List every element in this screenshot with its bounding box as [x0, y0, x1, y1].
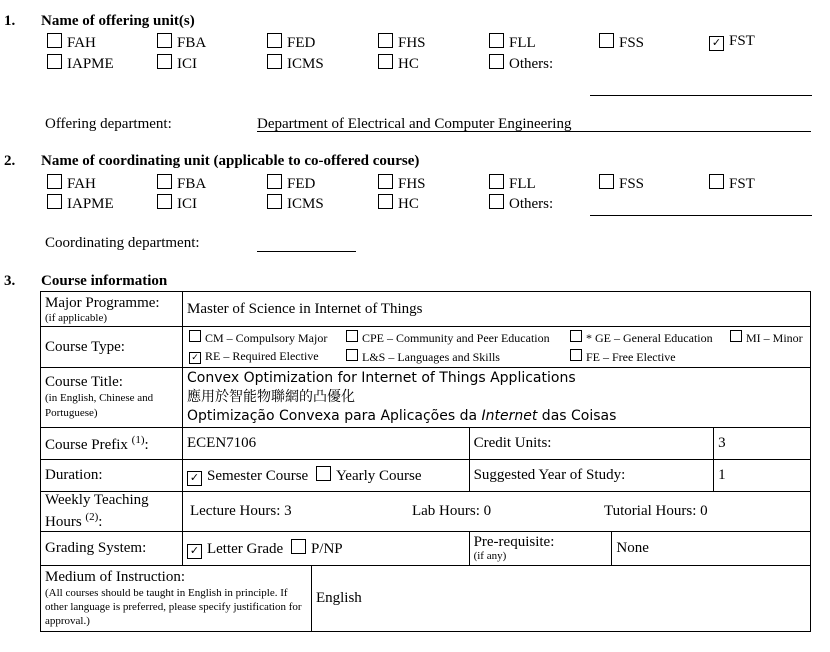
lab-hours: Lab Hours: 0	[411, 503, 492, 519]
course-title-values	[182, 368, 810, 428]
course-type-checkbox[interactable]: ✓	[189, 352, 201, 364]
year-value: 1	[714, 460, 811, 492]
offering-unit-label: HC	[398, 56, 419, 72]
coordinating-unit-fss[interactable]	[599, 174, 644, 193]
offering-unit-fst[interactable]	[709, 33, 755, 51]
prereq-label-cell	[469, 532, 612, 566]
offering-unit-fba[interactable]	[157, 33, 206, 52]
row-medium	[41, 566, 811, 632]
offering-unit-label: FLL	[509, 35, 536, 51]
course-type-label: MI – Minor	[745, 331, 803, 345]
coordinating-unit-checkbox[interactable]	[267, 194, 282, 209]
offering-unit-checkbox[interactable]: ✓	[709, 36, 724, 51]
coordinating-unit-label: FSS	[619, 176, 645, 192]
course-type-checkbox[interactable]	[570, 349, 582, 361]
offering-unit-fhs[interactable]	[378, 33, 426, 52]
medium-note: (All courses should be taught in English in principle. If other language is preferred, please specify justification for approval.)	[45, 587, 302, 627]
offering-unit-label: FSS	[619, 35, 645, 51]
weekly-hours	[182, 492, 810, 532]
tutorial-hours: Tutorial Hours: 0	[603, 503, 708, 519]
offering-unit-checkbox[interactable]	[47, 33, 62, 48]
coordinating-unit-label: ICMS	[287, 196, 324, 212]
grading-label: Grading System:	[41, 532, 183, 566]
major-label: Major Programme:	[45, 294, 160, 311]
coordinating-unit-checkbox[interactable]	[157, 174, 172, 189]
coordinating-unit-hc[interactable]	[378, 194, 419, 213]
offering-unit-checkbox[interactable]	[378, 54, 393, 69]
offering-unit-checkbox[interactable]	[157, 54, 172, 69]
course-type-label: * GE – General Education	[585, 331, 713, 345]
prereq-value: None	[612, 532, 811, 566]
coordinating-unit-checkbox[interactable]	[489, 174, 504, 189]
course-type-checkbox[interactable]	[346, 330, 358, 342]
letter-grade-label: Letter Grade	[206, 540, 284, 557]
pnp-label: P/NP	[310, 540, 343, 557]
row-major	[41, 292, 811, 327]
prefix-label: Course Prefix $^{(1)}$:	[41, 428, 183, 460]
offering-unit-label: ICMS	[287, 56, 324, 72]
grading-options	[182, 532, 469, 566]
course-type-checkbox[interactable]	[570, 330, 582, 342]
section-3-number: 3.	[4, 273, 16, 289]
prereq-note: (if any)	[473, 549, 507, 562]
course-type-label: CM – Compulsory Major	[204, 331, 328, 345]
coordinating-unit-fba[interactable]	[157, 174, 206, 193]
course-title-pt: Optimização Convexa para Aplicações da Internet das Coisas	[186, 408, 617, 424]
major-label-cell	[41, 292, 183, 327]
section-1-number: 1.	[4, 13, 16, 29]
coordinating-unit-checkbox[interactable]	[599, 174, 614, 189]
offering-department-line	[257, 131, 811, 132]
coordinating-unit-label: FLL	[509, 176, 536, 192]
coordinating-department-label: Coordinating department:	[45, 235, 200, 251]
offering-unit-fah[interactable]	[47, 33, 96, 52]
coordinating-unit-fah[interactable]	[47, 174, 96, 193]
course-type-option[interactable]	[346, 330, 550, 346]
course-type-checkbox[interactable]	[346, 349, 358, 361]
section-3-title: Course information	[41, 273, 168, 289]
course-type-options	[182, 327, 810, 368]
credit-value: 3	[714, 428, 811, 460]
offering-unit-label: Others:	[509, 56, 554, 72]
coordinating-unit-checkbox[interactable]	[489, 194, 504, 209]
yearly-checkbox[interactable]	[316, 466, 331, 481]
course-type-option[interactable]	[730, 330, 803, 346]
year-label: Suggested Year of Study:	[469, 460, 714, 492]
coordinating-unit-fhs[interactable]	[378, 174, 426, 193]
medium-label-cell	[41, 566, 312, 632]
coordinating-unit-label: FED	[287, 176, 316, 192]
offering-unit-checkbox[interactable]	[267, 54, 282, 69]
major-value: Master of Science in Internet of Things	[182, 292, 810, 327]
offering-unit-icms[interactable]	[267, 54, 324, 73]
offering-unit-label: FHS	[398, 35, 426, 51]
offering-unit-label: FST	[729, 33, 755, 49]
offering-unit-hc[interactable]	[378, 54, 419, 73]
offering-department-label: Offering department:	[45, 116, 172, 132]
coordinating-unit-label: ICI	[177, 196, 197, 212]
course-title-zh: 應用於智能物聯網的凸優化	[186, 389, 355, 405]
coordinating-unit-fll[interactable]	[489, 174, 536, 193]
pnp-checkbox[interactable]	[291, 539, 306, 554]
course-title-label: Course Title:	[45, 374, 123, 390]
weekly-label: Weekly Teaching Hours $^{(2)}$:	[41, 492, 183, 532]
coordinating-unit-icms[interactable]	[267, 194, 324, 213]
offering-unit-checkbox[interactable]	[157, 33, 172, 48]
medium-value: English	[311, 566, 810, 632]
course-info-table	[40, 291, 811, 632]
section-2-number: 2.	[4, 153, 16, 169]
row-prefix	[41, 428, 811, 460]
coordinating-unit-ici[interactable]	[157, 194, 197, 213]
coordinating-unit-label: FST	[729, 176, 755, 192]
course-type-checkbox[interactable]	[189, 330, 201, 342]
offering-unit-fed[interactable]	[267, 33, 315, 52]
course-type-option[interactable]	[189, 330, 327, 346]
course-type-option[interactable]	[570, 349, 676, 365]
semester-checkbox[interactable]: ✓	[187, 471, 202, 486]
coordinating-unit-fed[interactable]	[267, 174, 315, 193]
duration-options	[182, 460, 469, 492]
lecture-hours: Lecture Hours: 3	[189, 503, 292, 519]
offering-unit-label: IAPME	[67, 56, 114, 72]
course-title-note: (in English, Chinese and Portuguese)	[45, 392, 154, 419]
coordinating-unit-label: Others:	[509, 196, 554, 212]
course-type-option[interactable]	[570, 330, 713, 346]
offering-unit-checkbox[interactable]	[489, 54, 504, 69]
others-line-1	[590, 95, 812, 96]
section-2-title: Name of coordinating unit (applicable to co-offered course)	[41, 153, 420, 169]
row-course-title	[41, 368, 811, 428]
course-type-checkbox[interactable]	[730, 330, 742, 342]
coordinating-unit-label: FAH	[67, 176, 96, 192]
coordinating-unit-checkbox[interactable]	[157, 194, 172, 209]
coordinating-unit-others[interactable]	[489, 194, 553, 213]
course-type-label: Course Type:	[41, 327, 183, 368]
coordinating-unit-checkbox[interactable]	[267, 174, 282, 189]
offering-unit-label: ICI	[177, 56, 197, 72]
course-type-label: RE – Required Elective	[204, 349, 319, 363]
coordinating-unit-checkbox[interactable]	[378, 174, 393, 189]
coordinating-unit-label: IAPME	[67, 196, 114, 212]
coordinating-department-line[interactable]	[257, 251, 356, 252]
coordinating-unit-fst[interactable]	[709, 174, 755, 193]
coordinating-unit-checkbox[interactable]	[709, 174, 724, 189]
letter-grade-checkbox[interactable]: ✓	[187, 544, 202, 559]
coordinating-unit-checkbox[interactable]	[378, 194, 393, 209]
row-weekly	[41, 492, 811, 532]
coordinating-unit-label: FBA	[177, 176, 207, 192]
course-type-option[interactable]	[189, 349, 319, 364]
prefix-value: ECEN7106	[182, 428, 469, 460]
course-title-label-cell	[41, 368, 183, 428]
semester-label: Semester Course	[206, 467, 309, 484]
offering-unit-checkbox[interactable]	[378, 33, 393, 48]
coordinating-unit-checkbox[interactable]	[47, 174, 62, 189]
offering-unit-checkbox[interactable]	[599, 33, 614, 48]
course-type-label: L&S – Languages and Skills	[361, 350, 500, 364]
offering-unit-ici[interactable]	[157, 54, 197, 73]
coordinating-unit-checkbox[interactable]	[47, 194, 62, 209]
row-course-type	[41, 327, 811, 368]
offering-unit-label: FBA	[177, 35, 207, 51]
prereq-label: Pre-requisite:	[473, 533, 555, 550]
coordinating-unit-label: FHS	[398, 176, 426, 192]
course-type-label: FE – Free Elective	[585, 350, 676, 364]
row-grading	[41, 532, 811, 566]
offering-unit-iapme[interactable]	[47, 54, 114, 73]
others-line-2	[590, 215, 812, 216]
offering-unit-label: FED	[287, 35, 316, 51]
offering-unit-checkbox[interactable]	[47, 54, 62, 69]
offering-unit-checkbox[interactable]	[489, 33, 504, 48]
major-note: (if applicable)	[45, 311, 107, 324]
coordinating-unit-iapme[interactable]	[47, 194, 114, 213]
course-type-label: CPE – Community and Peer Education	[361, 331, 550, 345]
coordinating-unit-label: HC	[398, 196, 419, 212]
row-duration	[41, 460, 811, 492]
credit-label: Credit Units:	[469, 428, 714, 460]
section-1-title: Name of offering unit(s)	[41, 13, 195, 29]
offering-unit-label: FAH	[67, 35, 96, 51]
medium-label: Medium of Instruction:	[45, 569, 185, 585]
course-type-option[interactable]	[346, 349, 500, 365]
offering-unit-checkbox[interactable]	[267, 33, 282, 48]
offering-department-value: Department of Electrical and Computer Engineering	[257, 116, 572, 132]
duration-label: Duration:	[41, 460, 183, 492]
yearly-label: Yearly Course	[335, 467, 422, 484]
offering-unit-fss[interactable]	[599, 33, 644, 52]
offering-unit-fll[interactable]	[489, 33, 536, 52]
course-title-en: Convex Optimization for Internet of Things Applications	[186, 370, 576, 386]
offering-unit-others[interactable]	[489, 54, 553, 73]
